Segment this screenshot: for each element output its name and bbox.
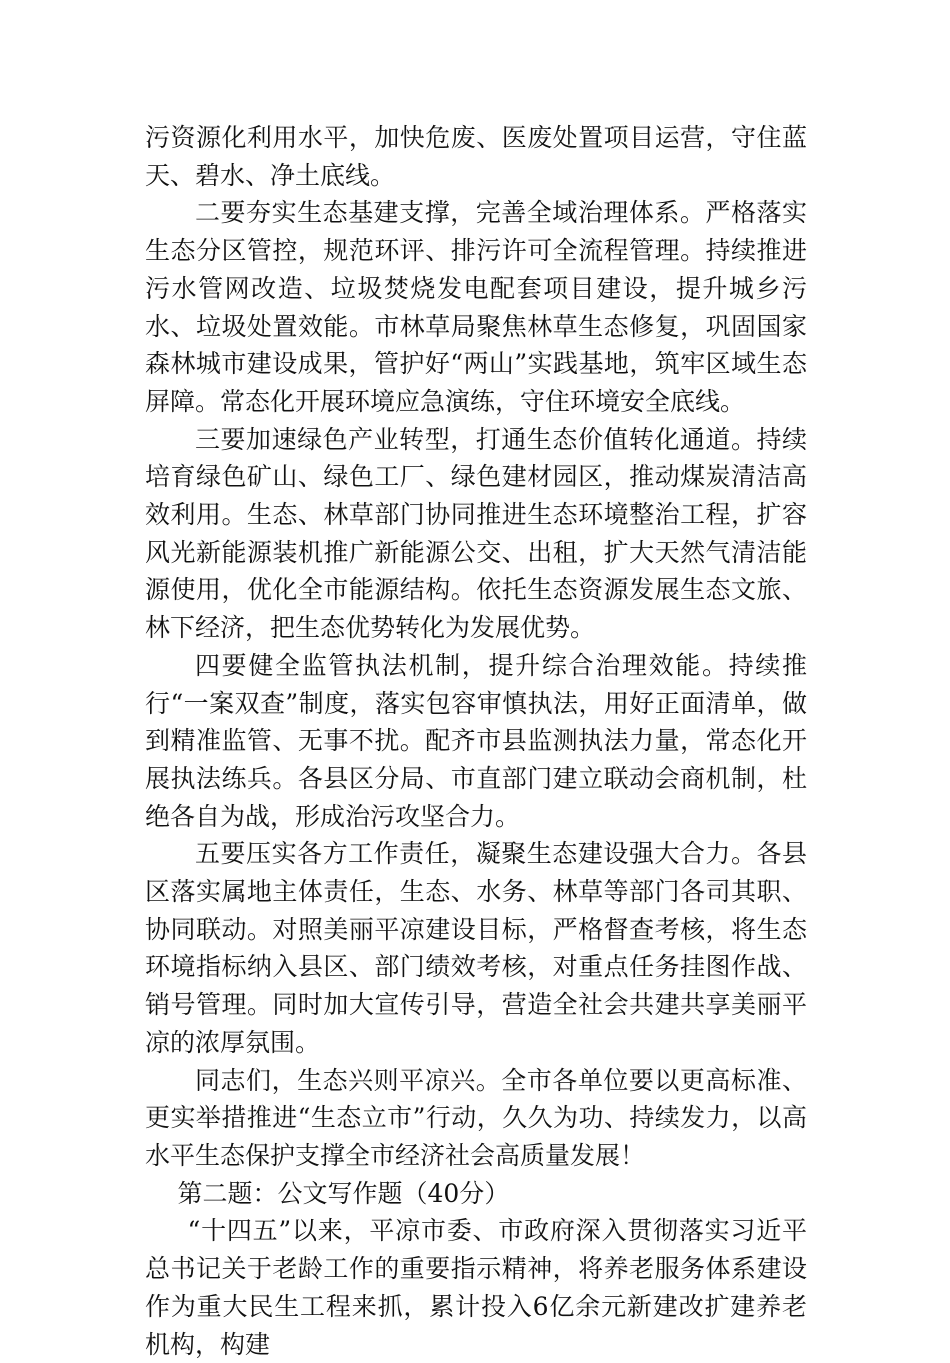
paragraph-point-three: 三要加速绿色产业转型，打通生态价值转化通道。持续培育绿色矿山、绿色工厂、绿色建材园区，推动煤炭清洁高效利用。生态、林草部门协同推进生态环境整治工程，扩容风光新能源装机推广新能源公交、出租，扩大天然气清洁能源使用，优化全市能源结构。依托生态资源发展生态文旅、林下经济，把生态优势转化为发展优势。 xyxy=(145,424,807,643)
paragraph-point-five: 五要压实各方工作责任，凝聚生态建设强大合力。各县区落实属地主体责任，生态、水务、林草等部门各司其职、协同联动。对照美丽平凉建设目标，严格督查考核，将生态环境指标纳入县区、部门绩效考核，对重点任务挂图作战、销号管理。同时加大宣传引导，营造全社会共建共享美丽平凉的浓厚氛围。 xyxy=(145,839,807,1057)
section-heading: 第二题：公文写作题（40分） xyxy=(177,1178,510,1208)
paragraph-point-two: 二要夯实生态基建支撑，完善全域治理体系。严格落实生态分区管控，规范环评、排污许可全流程管理。持续推进污水管网改造、垃圾焚烧发电配套项目建设，提升城乡污水、垃圾处置效能。市林草局聚焦林草生态修复，巩固国家森林城市建设成果，管护好“两山”实践基地，筑牢区域生态屏障。常态化开展环境应急演练，守住环境安全底线。 xyxy=(145,198,807,416)
paragraph-question-two: “十四五”以来，平凉市委、市政府深入贯彻落实习近平总书记关于老龄工作的重要指示精神，将养老服务体系建设作为重大民生工程来抓，累计投入6亿余元新建改扩建养老机构，构建 xyxy=(145,1216,807,1359)
paragraph-point-four: 四要健全监管执法机制，提升综合治理效能。持续推行“一案双查”制度，落实包容审慎执法，用好正面清单，做到精准监管、无事不扰。配齐市县监测执法力量，常态化开展执法练兵。各县区分局、市直部门建立联动会商机制，杜绝各自为战，形成治污攻坚合力。 xyxy=(145,650,807,831)
paragraph-closing: 同志们，生态兴则平凉兴。全市各单位要以更高标准、更实举措推进“生态立市”行动，久久为功、持续发力，以高水平生态保护支撑全市经济社会高质量发展！ xyxy=(145,1065,807,1170)
document-body xyxy=(145,119,807,1363)
paragraph-continuation: 污资源化利用水平，加快危废、医废处置项目运营，守住蓝天、碧水、净土底线。 xyxy=(145,123,807,190)
